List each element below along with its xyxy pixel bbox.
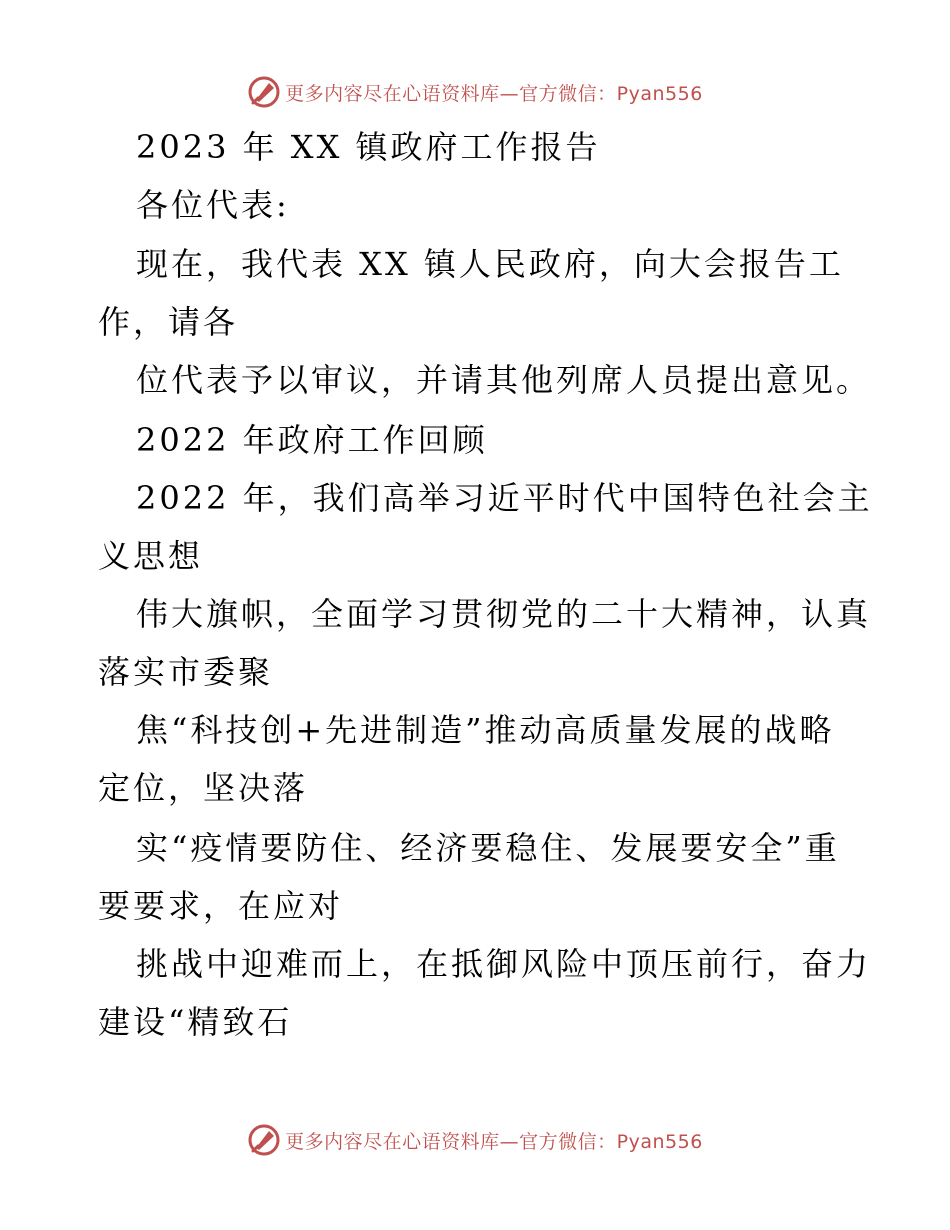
paragraph-line: 定位，坚决落 — [98, 769, 309, 807]
watermark-text: 更多内容尽在心语资料库—官方微信：Pyan556 — [285, 1130, 703, 1153]
paragraph-line: 建设“精致石 — [98, 1003, 293, 1041]
paragraph-line: 焦“科技创+先进制造”推动高质量发展的战略 — [136, 711, 835, 749]
salutation: 各位代表: — [136, 186, 290, 224]
paragraph-line: 位代表予以审议，并请其他列席人员提出意见。 — [136, 361, 872, 399]
paragraph-line: 现在，我代表 XX 镇人民政府，向大会报告工 — [136, 245, 844, 283]
section-heading: 2022 年政府工作回顾 — [136, 421, 488, 459]
document-title: 2023 年 XX 镇政府工作报告 — [136, 128, 601, 166]
pen-nib-logo-icon — [247, 1123, 281, 1157]
paragraph-line: 要要求，在应对 — [98, 887, 344, 925]
watermark-text: 更多内容尽在心语资料库—官方微信：Pyan556 — [285, 82, 703, 105]
paragraph-line: 伟大旗帜，全面学习贯彻党的二十大精神，认真 — [136, 595, 872, 633]
paragraph-line: 作，请各 — [98, 303, 239, 341]
paragraph-line: 挑战中迎难而上，在抵御风险中顶压前行，奋力 — [136, 945, 872, 983]
footer-watermark — [0, 1120, 950, 1160]
paragraph-line: 落实市委聚 — [98, 653, 274, 691]
pen-nib-logo-icon — [247, 75, 281, 109]
paragraph-line: 实“疫情要防住、经济要稳住、发展要安全”重 — [136, 829, 840, 867]
paragraph-line: 2022 年，我们高举习近平时代中国特色社会主 — [136, 479, 873, 517]
header-watermark — [0, 72, 950, 112]
paragraph-line: 义思想 — [98, 537, 204, 575]
